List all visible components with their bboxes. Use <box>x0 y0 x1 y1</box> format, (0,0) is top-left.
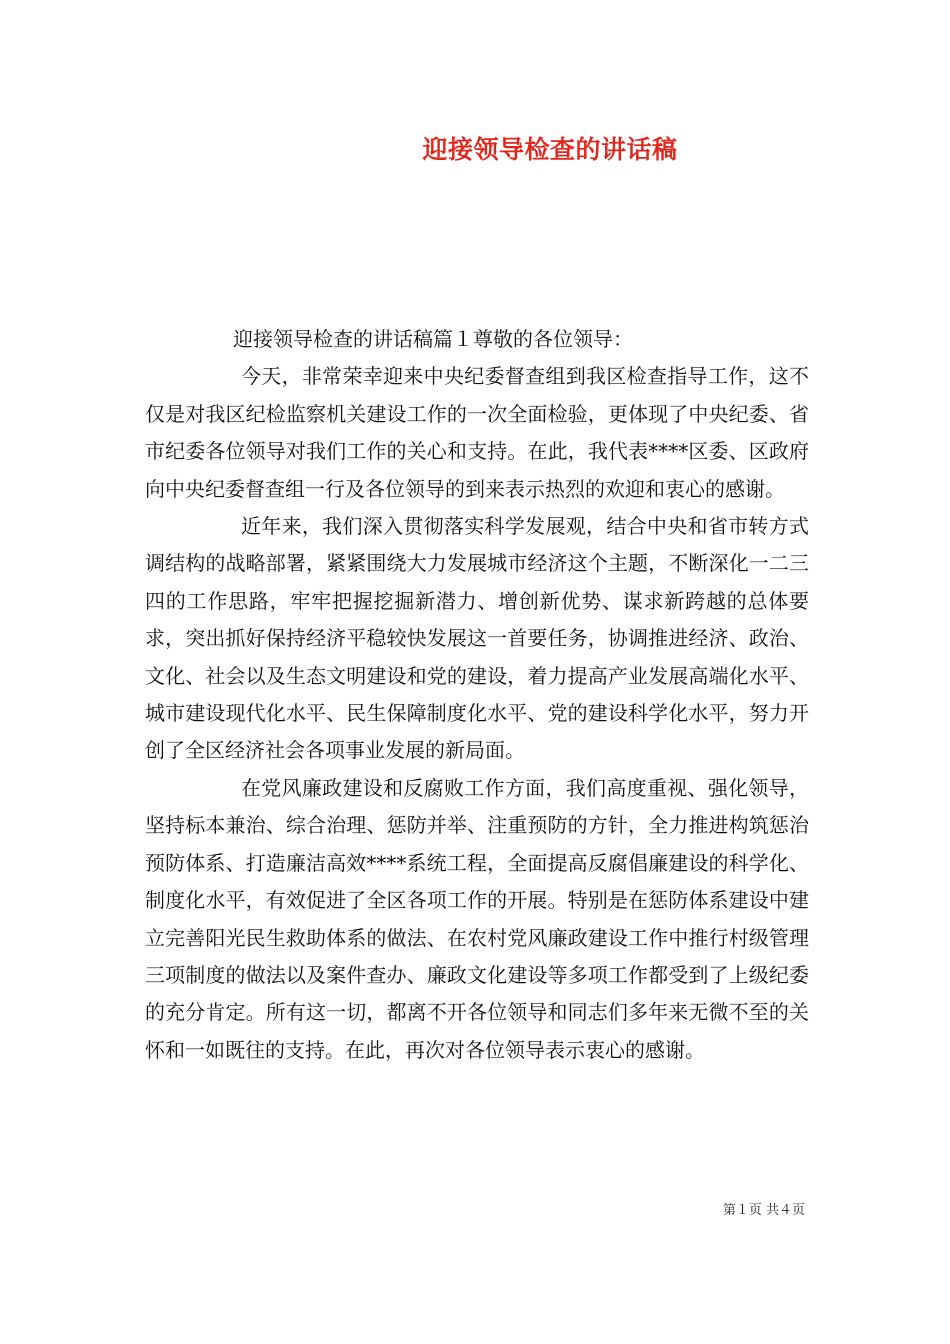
body-paragraph-3: 在党风廉政建设和反腐败工作方面，我们高度重视、强化领导，坚持标本兼治、综合治理、惩防并举、注重预防的方针，全力推进构筑惩治预防体系、打造廉洁高效****系统工程，全面提高反腐倡廉建设的科学化、制度化水平，有效促进了全区各项工作的开展。特别是在惩防体系建设中建立完善阳光民生救助体系的做法、在农村党风廉政建设工作中推行村级管理三项制度的做法以及案件查办、廉政文化建设等多项工作都受到了上级纪委的充分肯定。所有这一切，都离不开各位领导和同志们多年来无微不至的关怀和一如既往的支持。在此，再次对各位领导表示衷心的感谢。 <box>145 775 809 1062</box>
document-body <box>145 321 809 1069</box>
page-number: 第１页 共４页 <box>722 1203 805 1218</box>
body-paragraph-1: 今天，非常荣幸迎来中央纪委督查组到我区检查指导工作，这不仅是对我区纪检监察机关建设工作的一次全面检验，更体现了中央纪委、省市纪委各位领导对我们工作的关心和支持。在此，我代表****区委、区政府向中央纪委督查组一行及各位领导的到来表示热烈的欢迎和衷心的感谢。 <box>145 364 809 501</box>
document-title: 迎接领导检查的讲话稿 <box>422 135 678 164</box>
intro-paragraph: 迎接领导检查的讲话稿篇１尊敬的各位领导： <box>233 327 633 351</box>
body-paragraph-2: 近年来，我们深入贯彻落实科学发展观，结合中央和省市转方式调结构的战略部署，紧紧围绕大力发展城市经济这个主题，不断深化一二三四的工作思路，牢牢把握挖掘新潜力、增创新优势、谋求新跨越的总体要求，突出抓好保持经济平稳较快发展这一首要任务，协调推进经济、政治、文化、社会以及生态文明建设和党的建设，着力提高产业发展高端化水平、城市建设现代化水平、民生保障制度化水平、党的建设科学化水平，努力开创了全区经济社会各项事业发展的新局面。 <box>145 514 809 763</box>
